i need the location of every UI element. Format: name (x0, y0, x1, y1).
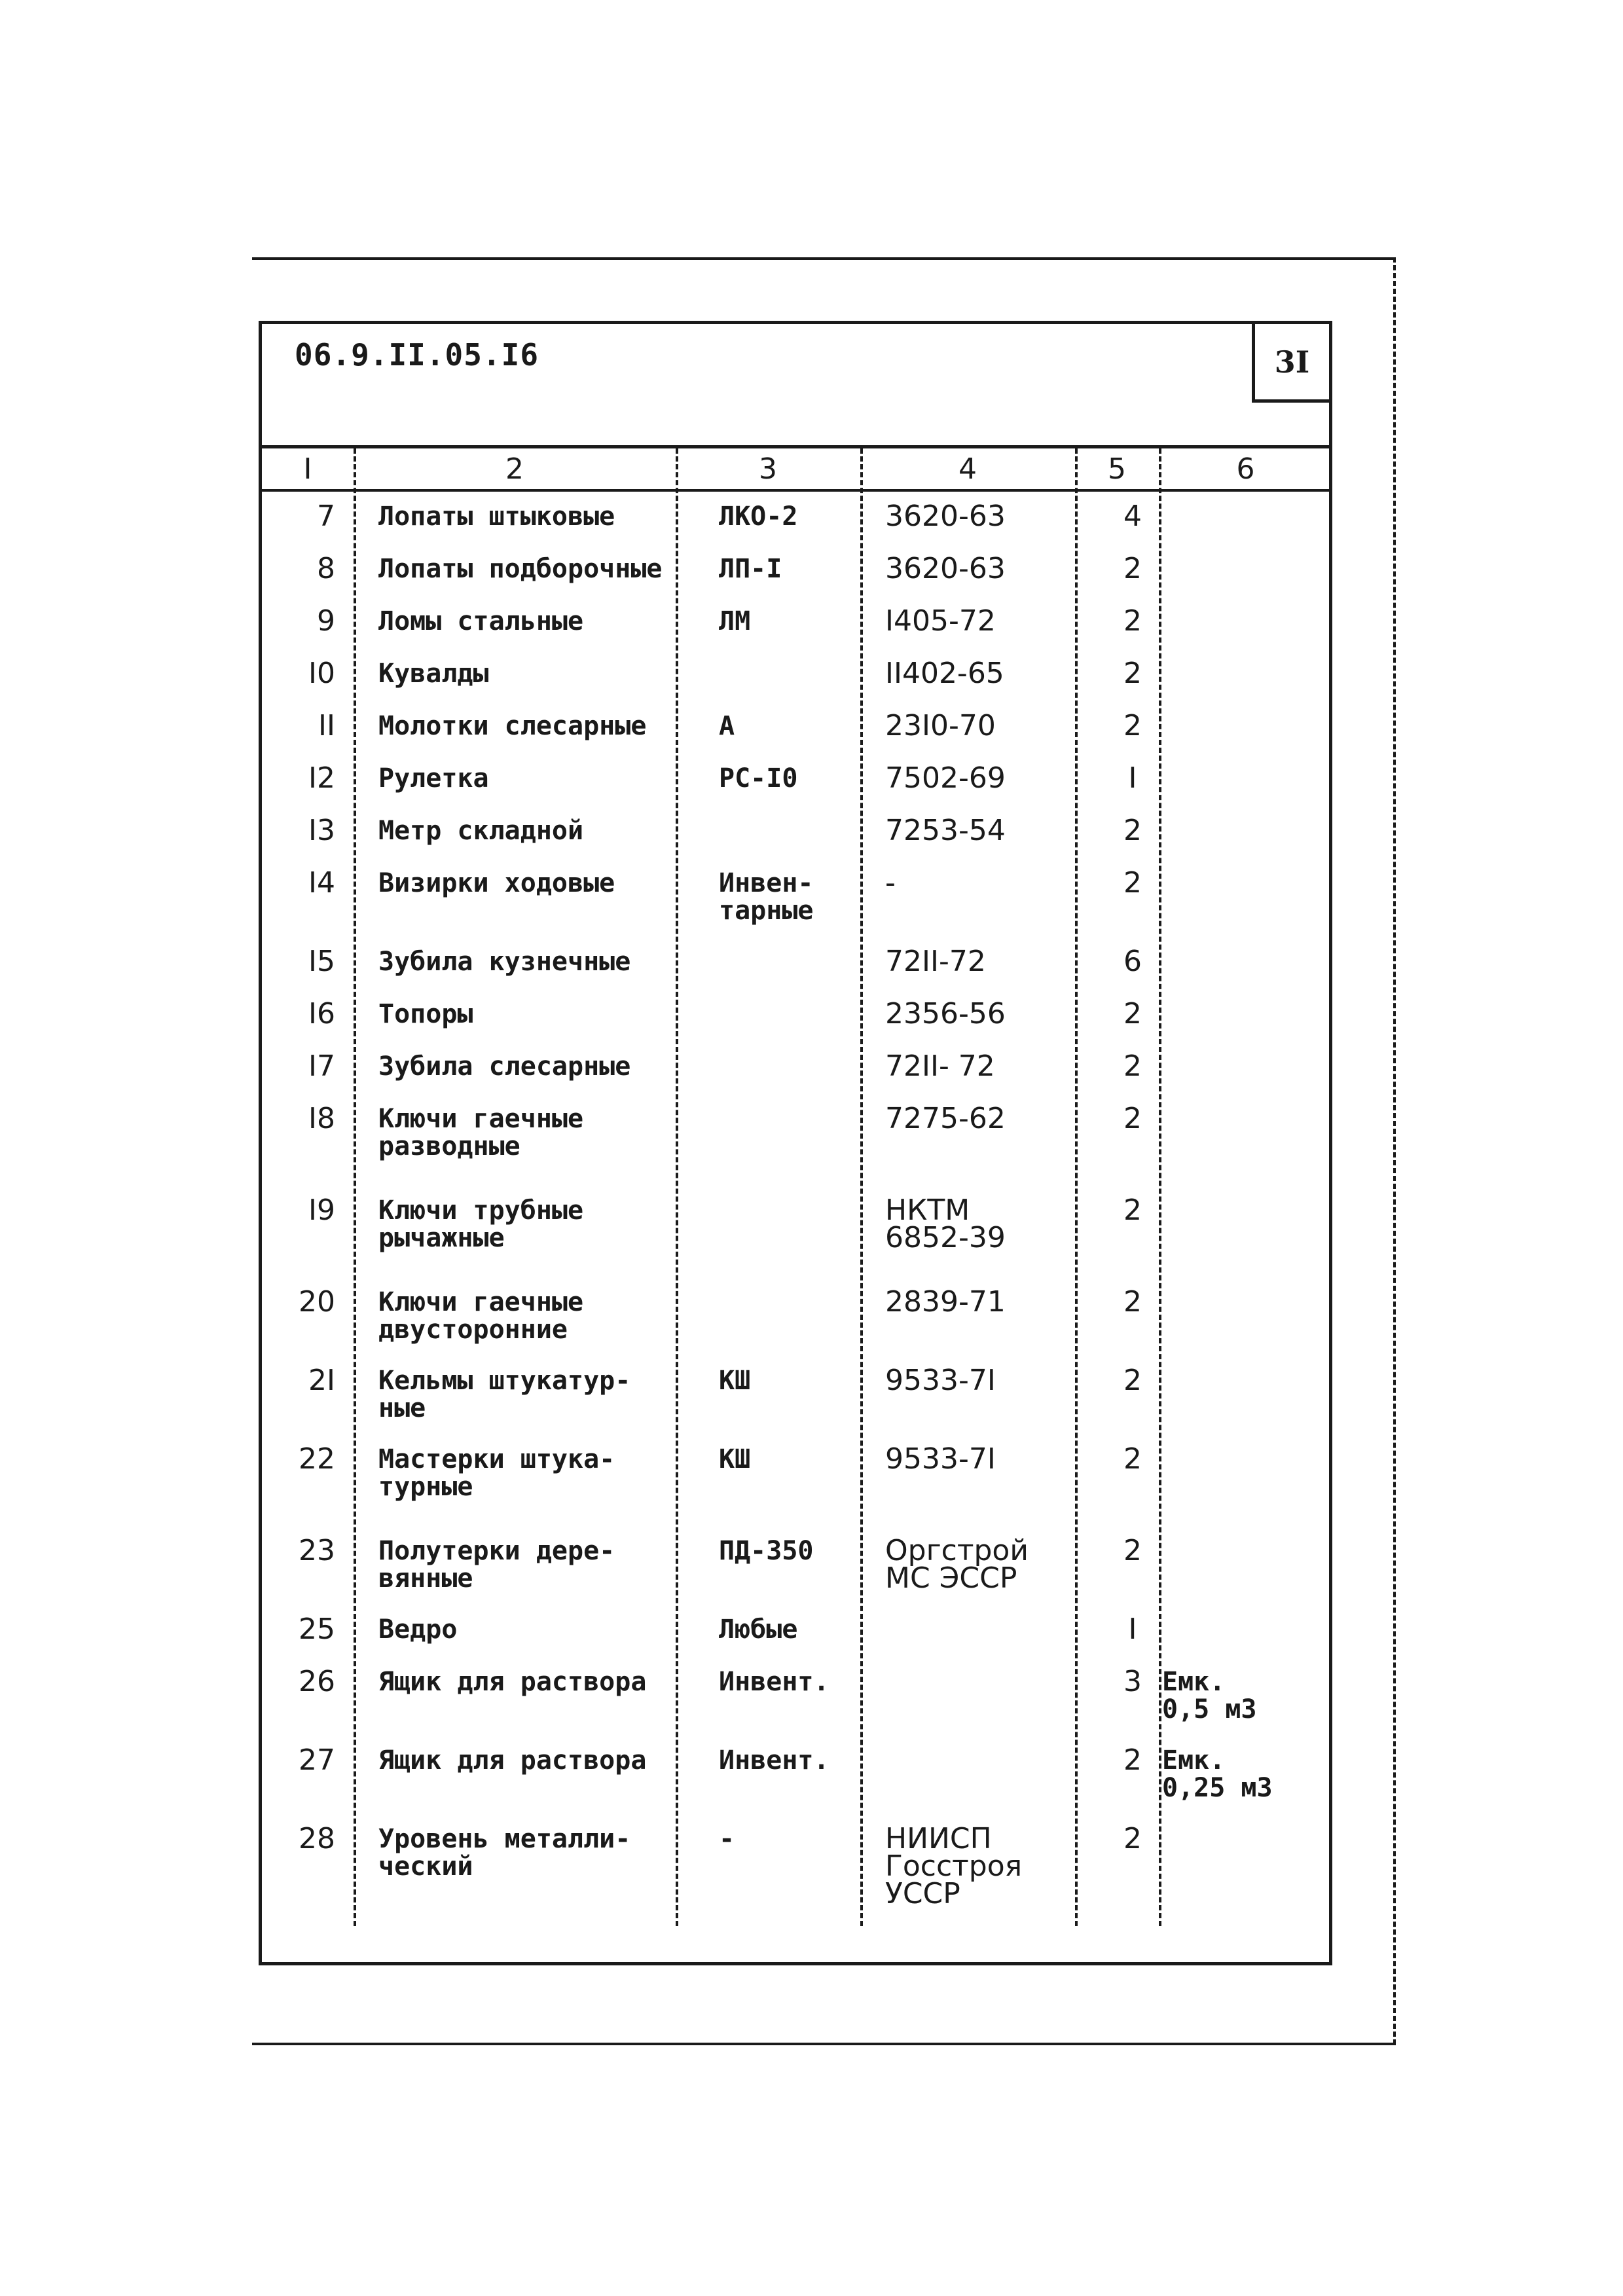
row-number: 22 (299, 1442, 335, 1476)
column-header-3: 3 (759, 452, 777, 486)
item-name: Визирки ходовые (378, 868, 615, 898)
row-number: 8 (317, 552, 335, 585)
row-number: 2I (308, 1364, 335, 1397)
item-standard: 9533-7I (885, 1442, 996, 1476)
item-standard: Оргстрой МС ЭССР (885, 1534, 1029, 1595)
document-sheet (259, 321, 1332, 1965)
row-number: II (318, 709, 335, 742)
item-standard: 3620-63 (885, 552, 1006, 585)
row-number: I4 (308, 866, 335, 900)
page-number: 3I (1274, 344, 1310, 380)
item-mark: Любые (719, 1614, 798, 1645)
item-name: Кувалды (378, 659, 489, 689)
item-mark: ЛП-I (719, 554, 782, 584)
item-name: Лопаты штыковые (378, 501, 615, 532)
item-mark: ЛМ (719, 606, 751, 636)
item-mark: ЛКО-2 (719, 501, 798, 532)
row-number: 20 (299, 1285, 335, 1319)
item-standard: 2839-71 (885, 1285, 1006, 1319)
frame-right-line (1393, 257, 1396, 2045)
item-standard: - (885, 866, 896, 900)
item-name: Уровень металли- ческий (378, 1824, 631, 1882)
item-quantity: 2 (1123, 1743, 1142, 1777)
item-name: Ключи гаечные разводные (378, 1104, 584, 1161)
item-name: Ключи трубные рычажные (378, 1195, 584, 1253)
item-quantity: 6 (1123, 945, 1142, 978)
item-mark: А (719, 711, 735, 741)
item-standard: 72II-72 (885, 945, 986, 978)
item-name: Полутерки дере- вянные (378, 1536, 615, 1594)
item-name: Метр складной (378, 816, 584, 846)
item-quantity: 2 (1123, 604, 1142, 638)
item-mark: - (719, 1824, 735, 1854)
item-quantity: 2 (1123, 552, 1142, 585)
item-standard: 7502-69 (885, 761, 1006, 795)
row-number: I6 (308, 997, 335, 1030)
item-standard: 72II- 72 (885, 1049, 995, 1083)
item-mark: Инвент. (719, 1667, 830, 1697)
row-number: 23 (299, 1534, 335, 1567)
row-number: I0 (308, 657, 335, 690)
item-standard: 3620-63 (885, 500, 1006, 533)
item-name: Топоры (378, 999, 473, 1029)
item-quantity: 2 (1123, 1822, 1142, 1855)
item-name: Кельмы штукатур- ные (378, 1366, 631, 1423)
row-number: 26 (299, 1665, 335, 1698)
sheet-header (262, 324, 1329, 448)
item-quantity: 2 (1123, 1102, 1142, 1135)
item-standard: 7275-62 (885, 1102, 1006, 1135)
item-quantity: 2 (1123, 1442, 1142, 1476)
column-divider (860, 448, 863, 1926)
item-standard: 23I0-70 (885, 709, 996, 742)
item-mark: РС-I0 (719, 763, 798, 793)
item-name: Зубила слесарные (378, 1051, 631, 1082)
row-number: I7 (308, 1049, 335, 1083)
item-standard: II402-65 (885, 657, 1004, 690)
item-quantity: 2 (1123, 997, 1142, 1030)
item-name: Ящик для раствора (378, 1667, 647, 1697)
item-name: Ломы стальные (378, 606, 584, 636)
item-standard: 2356-56 (885, 997, 1006, 1030)
row-number: 7 (317, 500, 335, 533)
row-number: I8 (308, 1102, 335, 1135)
item-mark: КШ (719, 1444, 751, 1474)
item-quantity: 3 (1123, 1665, 1142, 1698)
row-number: 25 (299, 1613, 335, 1646)
row-number: I9 (308, 1194, 335, 1227)
item-standard: НИИСП Госстроя УССР (885, 1822, 1023, 1910)
item-name: Зубила кузнечные (378, 947, 631, 977)
item-mark: КШ (719, 1366, 751, 1396)
column-header-4: 4 (958, 452, 977, 486)
column-header-2: 2 (505, 452, 524, 486)
item-name: Ведро (378, 1614, 458, 1645)
item-quantity: I (1128, 1613, 1137, 1646)
document-code: 06.9.II.05.I6 (295, 337, 539, 373)
item-mark: Инвент. (719, 1745, 830, 1776)
column-divider (354, 448, 356, 1926)
item-quantity: 2 (1123, 657, 1142, 690)
row-number: I5 (308, 945, 335, 978)
page-number-box (1252, 324, 1329, 403)
item-name: Молотки слесарные (378, 711, 647, 741)
item-mark: Инвен- тарные (719, 868, 814, 926)
row-number: 27 (299, 1743, 335, 1777)
item-standard: НКТМ 6852-39 (885, 1194, 1006, 1254)
item-note: Емк. 0,25 м3 (1162, 1745, 1273, 1803)
item-quantity: 2 (1123, 1364, 1142, 1397)
item-mark: ПД-350 (719, 1536, 814, 1566)
equipment-table (262, 448, 1329, 1965)
frame-bottom-line (252, 2043, 1396, 2045)
item-name: Ящик для раствора (378, 1745, 647, 1776)
item-quantity: I (1128, 761, 1137, 795)
row-number: I3 (308, 814, 335, 847)
item-name: Мастерки штука- турные (378, 1444, 615, 1502)
item-standard: 9533-7I (885, 1364, 996, 1397)
item-quantity: 2 (1123, 1534, 1142, 1567)
row-number: I2 (308, 761, 335, 795)
item-quantity: 4 (1123, 500, 1142, 533)
item-quantity: 2 (1123, 709, 1142, 742)
column-header-5: 5 (1108, 452, 1126, 486)
row-number: 9 (317, 604, 335, 638)
item-quantity: 2 (1123, 1285, 1142, 1319)
column-header-6: 6 (1236, 452, 1255, 486)
item-quantity: 2 (1123, 814, 1142, 847)
item-name: Лопаты подборочные (378, 554, 663, 584)
item-standard: I405-72 (885, 604, 996, 638)
item-quantity: 2 (1123, 1049, 1142, 1083)
item-quantity: 2 (1123, 866, 1142, 900)
item-name: Ключи гаечные двусторонние (378, 1287, 584, 1345)
item-name: Рулетка (378, 763, 489, 793)
item-note: Емк. 0,5 м3 (1162, 1667, 1257, 1724)
item-standard: 7253-54 (885, 814, 1006, 847)
row-number: 28 (299, 1822, 335, 1855)
column-header-1: I (303, 452, 312, 486)
frame-top-line (252, 257, 1396, 260)
column-header-row (262, 448, 1329, 492)
item-quantity: 2 (1123, 1194, 1142, 1227)
